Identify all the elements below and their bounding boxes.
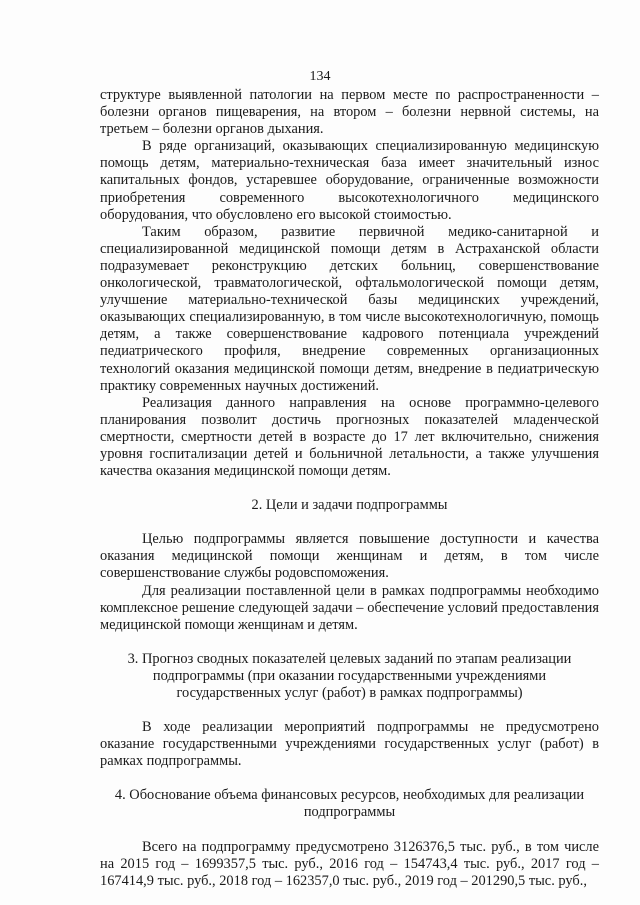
section-heading-financing: 4. Обоснование объема финансовых ресурсов, необходимых для реализации подпрограммы [114, 787, 585, 821]
paragraph-material-base: В ряде организаций, оказывающих специализированную медицинскую помощь детям, материально-техническая база имеет значительный износ капитальных фондов, устаревшее оборудование, ограниченные возможности приобретения современного высокотехнологичного медицинского оборудования, что обусловлено его высокой стоимостью. [100, 138, 599, 223]
paragraph-goal: Целью подпрограммы является повышение доступности и качества оказания медицинской помощи женщинам и детям, в том числе совершенствование службы родовспоможения. [100, 531, 599, 582]
paragraph-task: Для реализации поставленной цели в рамках подпрограммы необходимо комплексное решение следующей задачи – обеспечение условий предоставления медицинской помощи женщинам и детям. [100, 582, 599, 633]
section-heading-forecast: 3. Прогноз сводных показателей целевых заданий по этапам реализации подпрограммы (при оказании государственными учреждениями государственных услуг (работ) в рамках подпрограммы) [127, 650, 572, 701]
document-body [100, 87, 599, 890]
paragraph-pathology-structure: структуре выявленной патологии на первом месте по распространенности – болезни органов пищеварения, на втором – болезни нервной системы, на третьем – болезни органов дыхания. [100, 87, 599, 138]
page-number: 134 [309, 69, 331, 84]
paragraph-development-plan: Таким образом, развитие первичной медико-санитарной и специализированной медицинской помощи детям в Астраханской области подразумевает реконструкцию детских больниц, совершенствование онкологической, травматологической, офтальмологической помощи детям, улучшение материально-технической базы медицинских учреждений, оказывающих специализированную, в том числе высокотехнологичную, помощь детям, а также совершенствование кадрового потенциала учреждений педиатрического профиля, внедрение современных организационных технологий оказания медицинской помощи детям, внедрение в педиатрическую практику современных научных достижений. [100, 223, 599, 394]
paragraph-financing-total: Всего на подпрограмму предусмотрено 3126376,5 тыс. руб., в том числе на 2015 год – 1699357,5 тыс. руб., 2016 год – 154743,4 тыс. руб., 2017 год – 167414,9 тыс. руб., 2018 год – 162357,0 тыс. руб., 2019 год – 201290,5 тыс. руб., [100, 838, 599, 889]
paragraph-services: В ходе реализации мероприятий подпрограммы не предусмотрено оказание государственными учреждениями государственных услуг (работ) в рамках подпрограммы. [100, 719, 599, 770]
paragraph-program-implementation: Реализация данного направления на основе программно-целевого планирования позволит достичь прогнозных показателей младенческой смертности, смертности детей в возрасте до 17 лет включительно, снижения уровня госпитализации детей и больничной летальности, а также улучшения качества оказания медицинской помощи детям. [100, 394, 599, 480]
section-heading-goals: 2. Цели и задачи подпрограммы [251, 497, 448, 514]
